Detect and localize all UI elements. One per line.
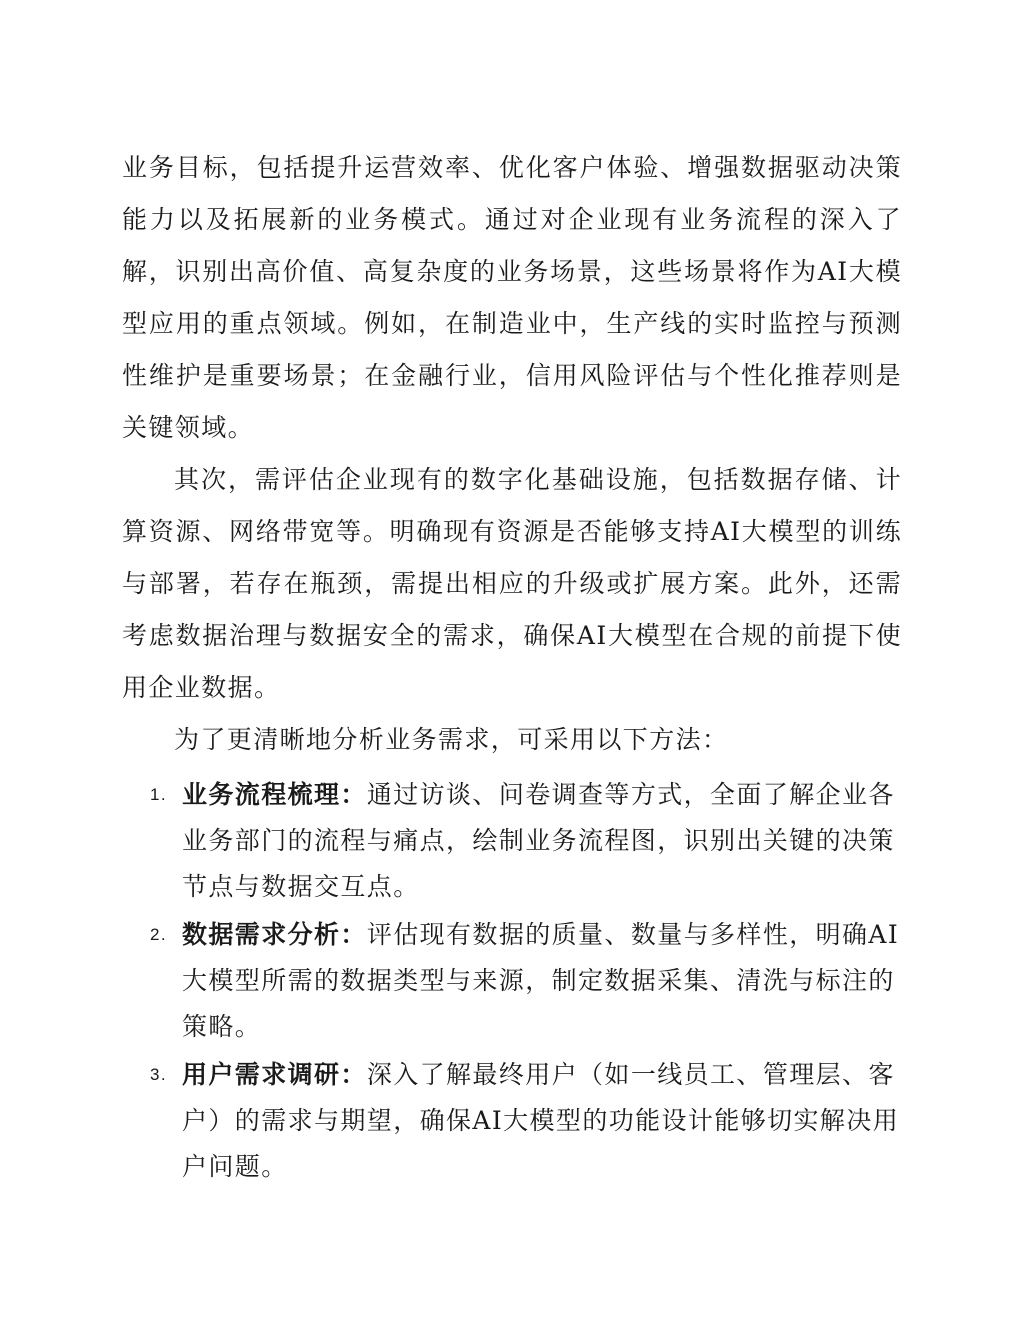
list-item-text: 通过访谈、问卷调查等方式，全面了解企业各业务部门的流程与痛点，绘制业务流程图，识别出关键的决策节点与数据交互点。 [182, 780, 895, 901]
list-item-term: 用户需求调研： [182, 1060, 367, 1089]
list-item [122, 1052, 912, 1190]
list-item-term: 数据需求分析： [182, 920, 367, 949]
list-item [122, 772, 912, 910]
methods-list [122, 772, 912, 1192]
list-item-number: 2. [150, 925, 167, 944]
paragraph-methods-intro: 为了更清晰地分析业务需求，可采用以下方法： [174, 725, 729, 754]
list-item-term: 业务流程梳理： [182, 780, 367, 809]
list-item [122, 912, 912, 1050]
paragraph-business-goals: 业务目标，包括提升运营效率、优化客户体验、增强数据驱动决策能力以及拓展新的业务模式。通过对企业现有业务流程的深入了解，识别出高价值、高复杂度的业务场景，这些场景将作为AI大模型应用的重点领域。例如，在制造业中，生产线的实时监控与预测性维护是重要场景；在金融行业，信用风险评估与个性化推荐则是关键领域。 [122, 153, 902, 442]
list-item-text: 深入了解最终用户（如一线员工、管理层、客户）的需求与期望，确保AI大模型的功能设计能够切实解决用户问题。 [182, 1060, 900, 1181]
list-item-text: 评估现有数据的质量、数量与多样性，明确AI大模型所需的数据类型与来源，制定数据采集、清洗与标注的策略。 [182, 920, 900, 1041]
paragraph-infrastructure: 其次，需评估企业现有的数字化基础设施，包括数据存储、计算资源、网络带宽等。明确现有资源是否能够支持AI大模型的训练与部署，若存在瓶颈，需提出相应的升级或扩展方案。此外，还需考虑数据治理与数据安全的需求，确保AI大模型在合规的前提下使用企业数据。 [122, 465, 902, 702]
list-item-number: 3. [150, 1065, 167, 1084]
list-item-number: 1. [150, 785, 167, 804]
